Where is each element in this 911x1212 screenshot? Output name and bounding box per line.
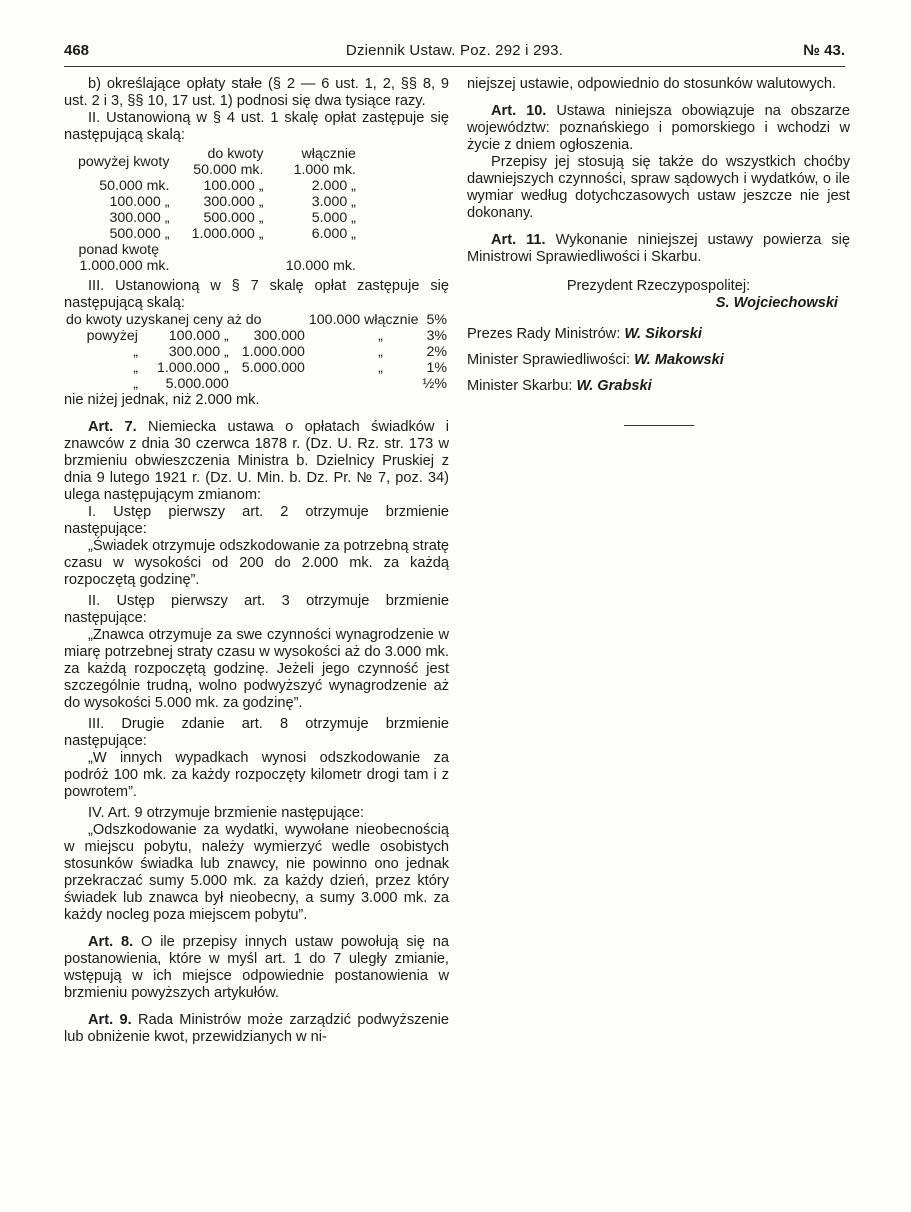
article-7-label: Art. 7. xyxy=(88,419,137,435)
table-cell: 1.000.000 „ xyxy=(191,226,264,242)
table-cell: 100.000 „ xyxy=(203,178,264,194)
table-row xyxy=(64,328,449,344)
fee-scale-table xyxy=(64,146,360,274)
table-cell: 5.000 „ xyxy=(311,210,356,226)
table-row xyxy=(64,194,360,210)
table-row xyxy=(64,344,449,360)
article-7-text: Niemiecka ustawa o opłatach świadków i znawców z dnia 30 czerwca 1878 r. (Dz. U. Rz. str. 173 w brzmieniu obwieszczenia Ministra b. Dzielnicy Pruskiej z dnia 9 lutego 1921 r. (Dz. U. Min. b. Dz. Pr. № 7, poz. 34) ulega następującym zmianom: xyxy=(64,419,450,503)
table-cell: 50.000 mk. xyxy=(193,162,264,178)
table-cell: do kwoty uzyskanej ceny aż do xyxy=(66,312,262,328)
percentage-scale-table xyxy=(64,312,449,392)
article-9-continuation: niejszej ustawie, odpowiednio do stosunków walutowych. xyxy=(467,76,837,92)
table-cell: „ xyxy=(133,360,138,376)
article-10-label: Art. 10. xyxy=(491,103,547,119)
table-cell: ponad kwotę xyxy=(78,242,159,258)
article-11-text: Wykonanie niniejszej ustawy powierza się Ministrowi Sprawiedliwości i Skarbu. xyxy=(467,232,850,265)
table-cell: 1.000 mk. xyxy=(293,162,356,178)
table-cell: 5.000.000 xyxy=(241,360,305,376)
table-row xyxy=(64,242,360,258)
table-cell: 5.000.000 xyxy=(165,376,229,392)
table-cell: 1.000.000 mk. xyxy=(79,258,170,274)
table-row xyxy=(64,312,449,328)
article-7-point-i: I. Ustęp pierwszy art. 2 otrzymuje brzmienie następujące: xyxy=(64,504,449,537)
table-row xyxy=(64,178,360,194)
table-row xyxy=(64,376,449,392)
table-cell: 1.000.000 xyxy=(241,344,305,360)
table-cell: 300.000 „ xyxy=(168,344,229,360)
left-column xyxy=(64,76,449,1046)
signatory-label: Prezes Rady Ministrów: xyxy=(467,326,621,342)
table-cell: 5% xyxy=(426,312,447,328)
table-cell xyxy=(307,376,385,392)
table-cell xyxy=(231,376,307,392)
president-name: S. Wojciechowski xyxy=(715,295,838,311)
scale-footer: nie niżej jednak, niż 2.000 mk. xyxy=(64,392,260,408)
article-9 xyxy=(64,1012,449,1046)
end-rule xyxy=(624,425,694,426)
article-7-quote-iv: „Odszkodowanie za wydatki, wywołane nieobecnością w miejscu pobytu, należy wymierzyć wedle osobistych stosunków świadka lub znawcy, nie powinno ono jednak przekraczać sumy 5.000 mk. za każdy dzień, przez który świadek lub znawca był nieobecny, a sumy 3.000 mk. za każdy nocleg poza miejscem pobytu”. xyxy=(64,822,449,923)
signatory-justice-minister xyxy=(467,352,850,369)
article-8-label: Art. 8. xyxy=(88,934,134,950)
signatory-label: Minister Sprawiedliwości: xyxy=(467,352,631,368)
article-8 xyxy=(64,934,449,1002)
table-cell: 300.000 „ xyxy=(203,194,264,210)
journal-title: Dziennik Ustaw. Poz. 292 i 293. xyxy=(345,42,564,59)
table-cell: 10.000 mk. xyxy=(285,258,356,274)
table-cell: 100.000 „ xyxy=(168,328,229,344)
article-7-quote-i: „Świadek otrzymuje odszkodowanie za potrzebną stratę czasu w wysokości od 200 do 2.000 mk. za każdą rozpoczętą godzinę”. xyxy=(64,538,449,588)
article-10 xyxy=(467,103,850,154)
table-cell: 3% xyxy=(426,328,447,344)
table-cell: 2.000 „ xyxy=(311,178,356,194)
right-column xyxy=(467,76,850,426)
table-cell: „ xyxy=(378,360,383,376)
signatory-prime-minister xyxy=(467,326,850,343)
article-10-para-2: Przepisy jej stosują się także do wszystkich choćby dawniejszych czynności, spraw sądowych i wydatków, o ile wymiar według dotychczasowych ustaw jeszcze nie jest dokonany. xyxy=(467,154,850,221)
table-cell: 300.000 xyxy=(253,328,305,344)
table-cell: powyżej xyxy=(86,328,138,344)
article-8-text: O ile przepisy innych ustaw powołują się na postanowienia, które w myśl art. 1 do 7 uległy zmianie, wstępują w ich miejsce odpowiednie postanowienia w brzmieniu powyższych artykułów. xyxy=(64,934,449,1001)
signatory-name: W. Sikorski xyxy=(624,326,702,342)
table-row xyxy=(64,258,360,274)
article-11 xyxy=(467,232,850,266)
article-7-quote-iii: „W innych wypadkach wynosi odszkodowanie za podróż 100 mk. za każdy rozpoczęty kilometr drogi tam i z powrotem”. xyxy=(64,750,449,800)
table-cell: 1.000.000 „ xyxy=(156,360,229,376)
col-header-above: powyżej kwoty xyxy=(78,154,170,170)
article-7 xyxy=(64,419,449,504)
article-7-quote-ii: „Znawca otrzymuje za swe czynności wynagrodzenie w miarę potrzebnej straty czasu w wysokości aż do 3.000 mk. za każdą rozpoczętą godzinę. Jeżeli jego czynność jest szczególnie trudną, wolno podwyższyć wynagrodzenie aż do wysokości 5.000 mk. za godzinę”. xyxy=(64,627,449,711)
table-cell: „ xyxy=(133,376,138,392)
col-header-incl: włącznie xyxy=(301,146,356,162)
para-b: b) określające opłaty stałe (§ 2 — 6 ust. 1, 2, §§ 8, 9 ust. 2 i 3, §§ 10, 17 ust. 1) podnosi się dwa tysiące razy. xyxy=(64,76,449,109)
table-cell: 100.000 „ xyxy=(109,194,170,210)
table-cell: 2% xyxy=(426,344,447,360)
table-cell: 1% xyxy=(426,360,447,376)
table-cell: 100.000 włącznie xyxy=(308,312,419,328)
table-cell: ½% xyxy=(422,376,447,392)
table-cell: 6.000 „ xyxy=(311,226,356,242)
para-ii: II. Ustanowioną w § 4 ust. 1 skalę opłat zastępuje się następującą skalą: xyxy=(64,110,449,143)
table-cell: 3.000 „ xyxy=(311,194,356,210)
article-10-text: Ustawa niniejsza obowiązuje na obszarze województw: poznańskiego i pomorskiego i wchodzi w życie z dniem ogłoszenia. xyxy=(467,103,851,153)
page-header xyxy=(64,40,845,64)
signatory-label: Minister Skarbu: xyxy=(467,378,573,394)
article-9-label: Art. 9. xyxy=(88,1012,132,1028)
president-title: Prezydent Rzeczypospolitej: xyxy=(566,278,751,294)
table-cell: „ xyxy=(378,328,383,344)
issue-number: № 43. xyxy=(803,42,845,59)
article-9-text: Rada Ministrów może zarządzić podwyższenie lub obniżenie kwot, przewidzianych w ni- xyxy=(64,1012,449,1045)
table-cell: 50.000 mk. xyxy=(99,178,170,194)
header-rule xyxy=(64,66,845,67)
table-cell: 500.000 „ xyxy=(109,226,170,242)
col-header-to: do kwoty xyxy=(207,146,264,162)
article-7-point-iii: III. Drugie zdanie art. 8 otrzymuje brzmienie następujące: xyxy=(64,716,449,749)
table-cell: „ xyxy=(378,344,383,360)
signatory-name: W. Grabski xyxy=(576,378,652,394)
article-7-point-iv: IV. Art. 9 otrzymuje brzmienie następujące: xyxy=(88,805,365,821)
page-number: 468 xyxy=(64,42,90,59)
table-cell: „ xyxy=(133,344,138,360)
table-row xyxy=(64,226,360,242)
signatory-name: W. Makowski xyxy=(634,352,724,368)
para-iii: III. Ustanowioną w § 7 skalę opłat zastępuje się następującą skalą: xyxy=(64,278,449,311)
table-row xyxy=(64,360,449,376)
signatory-treasury-minister xyxy=(467,378,850,395)
table-row xyxy=(64,210,360,226)
table-cell: 300.000 „ xyxy=(109,210,170,226)
article-7-point-ii: II. Ustęp pierwszy art. 3 otrzymuje brzmienie następujące: xyxy=(64,593,449,626)
article-11-label: Art. 11. xyxy=(491,232,546,248)
table-cell: 500.000 „ xyxy=(203,210,264,226)
